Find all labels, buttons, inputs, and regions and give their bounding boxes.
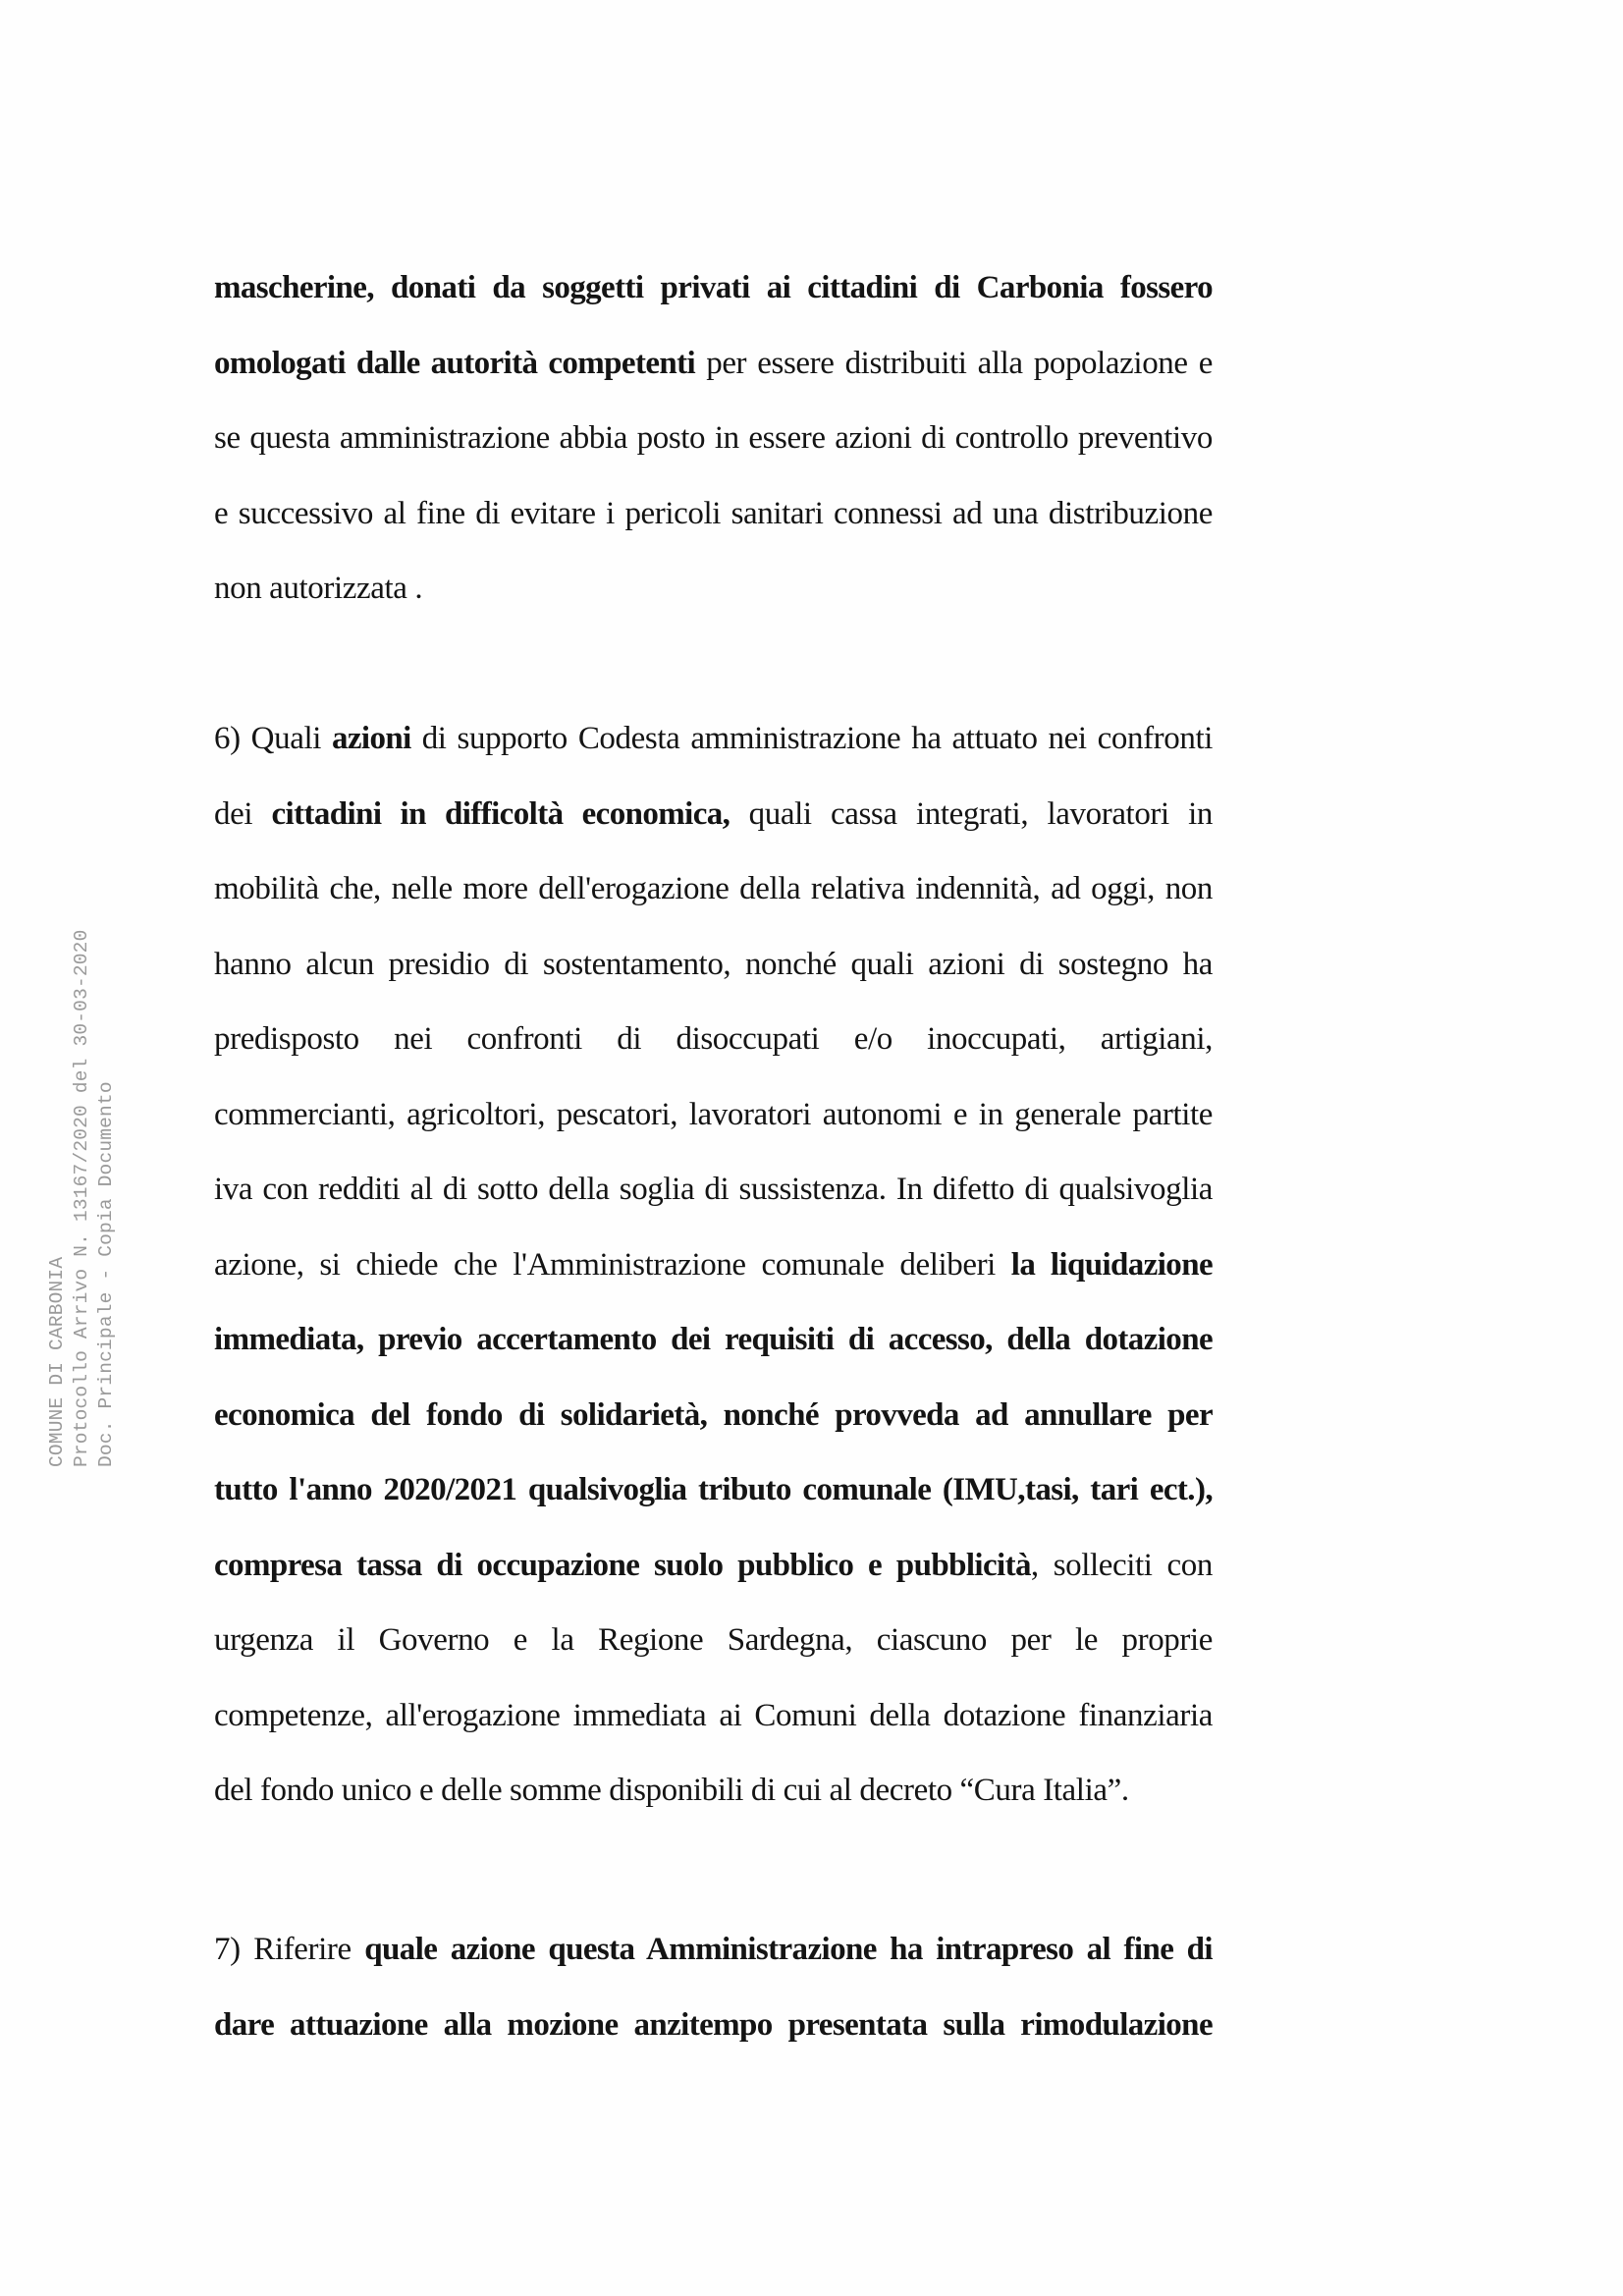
text-run: 7) Riferire: [214, 1932, 365, 1967]
text-line: [214, 1912, 1213, 1988]
text-run: azione, si chiede che l'Amministrazione comunale deliberi: [214, 1246, 1011, 1283]
stamp-line-protocol-number: Protocollo Arrivo N. 13167/2020 del 30-03-2020: [71, 929, 92, 1467]
text-run: di supporto Codesta amministrazione ha attuato nei confronti: [410, 721, 1213, 756]
text-run: competenze, all'erogazione immediata ai Comuni della dotazione finanziaria: [214, 1697, 1213, 1733]
text-line: [214, 401, 1213, 476]
text-run: mobilità che, nelle more dell'erogazione della relativa indennità, ad oggi, non: [214, 871, 1213, 906]
text-line: [214, 777, 1213, 852]
text-run: iva con redditi al di sotto della soglia di sussistenza. In difetto di qualsivoglia: [214, 1172, 1213, 1207]
text-run: e successivo al fine di evitare i pericoli sanitari connessi ad una distribuzione: [214, 495, 1213, 531]
text-line: [214, 551, 1213, 627]
text-line: [214, 326, 1213, 402]
text-run: hanno alcun presidio di sostentamento, nonché quali azioni di sostegno ha: [214, 946, 1213, 982]
text-line: [214, 1152, 1213, 1228]
text-line: [214, 1452, 1213, 1528]
text-line: [214, 1753, 1213, 1829]
bold-text-run: quale azione questa Amministrazione ha intrapreso al fine di: [364, 1932, 1213, 1967]
text-run: del fondo unico e delle somme disponibili di cui al decreto “Cura Italia”.: [214, 1773, 1129, 1808]
text-run: urgenza il Governo e la Regione Sardegna, ciascuno per le proprie: [214, 1622, 1213, 1658]
stamp-line-document-type: Doc. Principale - Copia Documento: [95, 1081, 117, 1467]
text-line: [214, 1678, 1213, 1754]
protocol-stamp-watermark: [45, 811, 124, 1467]
stamp-line-municipality: COMUNE DI CARBONIA: [46, 1256, 68, 1467]
paragraph-masks-approval: [214, 250, 1213, 627]
text-run: dei: [214, 795, 272, 832]
text-line: [214, 476, 1213, 552]
bold-text-run: omologati dalle autorità competenti: [214, 345, 696, 381]
text-run: quali cassa integrati, lavoratori in: [730, 795, 1213, 832]
text-run: 6) Quali: [214, 721, 332, 756]
paragraph-question-6-economic-support: [214, 701, 1213, 1829]
text-line: [214, 1228, 1213, 1303]
paragraph-question-7-motion: [214, 1912, 1213, 2062]
bold-text-run: mascherine, donati da soggetti privati ai cittadini di Carbonia fossero: [214, 270, 1213, 305]
text-line: [214, 1302, 1213, 1378]
text-run: se questa amministrazione abbia posto in essere azioni di controllo preventivo: [214, 420, 1213, 456]
text-line: [214, 1378, 1213, 1453]
text-line: [214, 927, 1213, 1003]
text-line: [214, 851, 1213, 927]
text-line: [214, 1528, 1213, 1604]
text-run: predisposto nei confronti di disoccupati e/o inoccupati, artigiani,: [214, 1021, 1213, 1057]
text-run: non autorizzata .: [214, 571, 423, 606]
protocol-stamp-text: [45, 811, 119, 1467]
text-run: commercianti, agricoltori, pescatori, lavoratori autonomi e in generale partite: [214, 1096, 1213, 1132]
text-line: [214, 1988, 1213, 2063]
bold-text-run: tutto l'anno 2020/2021 qualsivoglia tributo comunale (IMU,tasi, tari ect.),: [214, 1472, 1213, 1507]
bold-text-run: azioni: [331, 721, 411, 756]
text-run: per essere distribuiti alla popolazione e: [695, 345, 1213, 381]
bold-text-run: la liquidazione: [1010, 1246, 1213, 1283]
text-run: , solleciti con: [1030, 1547, 1213, 1583]
text-line: [214, 1002, 1213, 1077]
bold-text-run: compresa tassa di occupazione suolo pubblico e pubblicità: [214, 1547, 1031, 1583]
text-line: [214, 1603, 1213, 1678]
bold-text-run: economica del fondo di solidarietà, nonché provveda ad annullare per: [214, 1396, 1213, 1433]
bold-text-run: dare attuazione alla mozione anzitempo presentata sulla rimodulazione: [214, 2006, 1213, 2043]
text-line: [214, 250, 1213, 326]
bold-text-run: immediata, previo accertamento dei requisiti di accesso, della dotazione: [214, 1322, 1213, 1357]
text-line: [214, 1077, 1213, 1153]
bold-text-run: cittadini in difficoltà economica,: [271, 795, 730, 832]
text-line: [214, 701, 1213, 777]
